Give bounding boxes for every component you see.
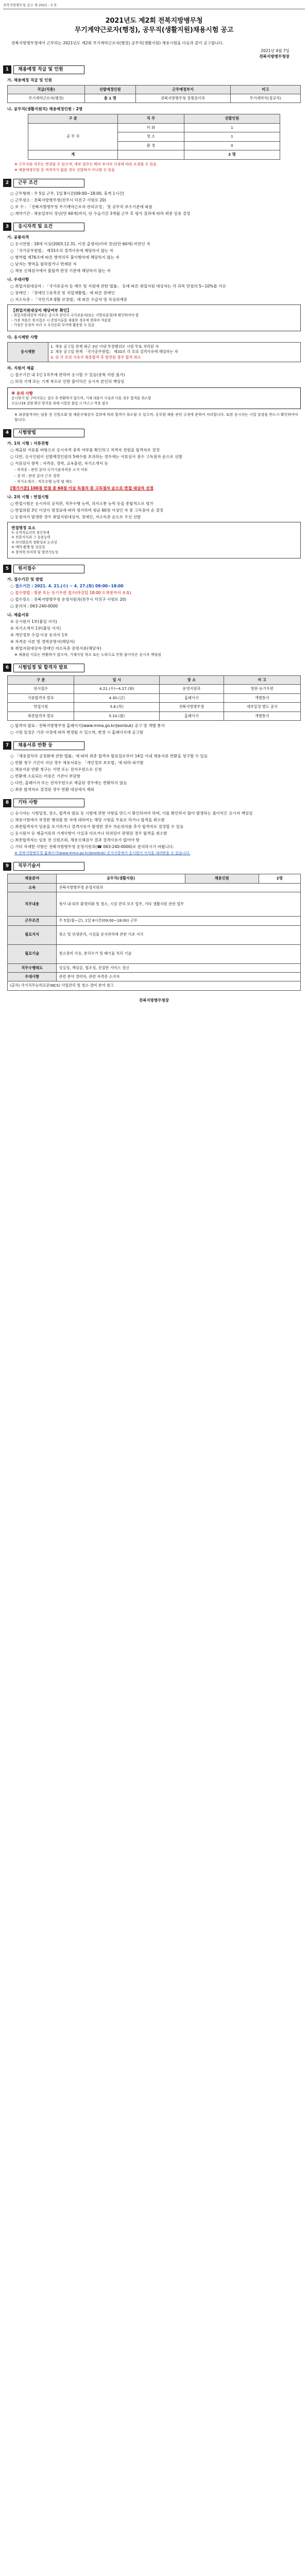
- table-cell: (출처) 국가직무능력표준(NCS) 사업관리 및 청소·경비 분야 참고: [8, 981, 301, 990]
- table-cell: 공 무 직: [28, 123, 118, 150]
- table-cell: 운영지원과: [160, 685, 224, 693]
- s8-line: ○ 최종합격자가 임용을 포기하거나 결격사유가 발생한 경우 차순위자를 추가 합격자로 결정할 수 있음: [10, 824, 184, 829]
- box-line: ⑤ 창의력·의지력 및 발전가능성: [11, 550, 58, 554]
- table-header: 우대사항: [8, 972, 57, 981]
- box-line: - 가점 적용은 원서접수 시 증빙서류를 제출한 경우에 한하여 적용함: [11, 318, 111, 323]
- s4-sub-heading-2: 나. 2차 시험 : 면접시험: [7, 494, 49, 499]
- s5-doc: ④ 자격증 사본 및 경력증명서(해당자): [10, 639, 75, 644]
- table-cell: 원서접수: [8, 685, 74, 693]
- section-9-heading: [3, 862, 305, 871]
- s5-line: ○ 접수장소 : 전북지방병무청 운영지원과(전주시 덕진구 사평로 20): [10, 597, 127, 602]
- section-number: 5: [3, 565, 11, 573]
- table-cell: 계: [28, 150, 118, 159]
- s3-line: ○ 남자는 병역을 필하였거나 면제된 자: [10, 262, 77, 266]
- table-cell: 전북지방병무청 운영지원과: [57, 883, 301, 892]
- section-number: 7: [3, 741, 11, 750]
- table-row: [8, 925, 301, 944]
- notice-title: [3, 16, 305, 35]
- s4-line: ○ 서류심사 항목 : 자격증, 경력, 교육훈련, 자기소개서 등: [10, 461, 108, 466]
- s2-line: ○ 근무장소 : 전북지방병무청(전주시 덕진구 사평로 20): [10, 197, 106, 202]
- s7-line: ○ 최종 합격자로 결정된 경우 반환 대상에서 제외: [10, 787, 94, 792]
- table-row: [8, 963, 301, 972]
- homepage-link[interactable]: ※ 전북지방병무청 홈페이지(www.mma.go.kr/jeonbuk) 공지사항에서 응시원서 서식을 내려받을 수 있습니다.: [14, 851, 191, 856]
- table-row: [8, 883, 301, 892]
- table-cell: 0: [184, 141, 280, 150]
- title-line-1: 2021년도 제2회 전북지방병무청: [105, 17, 203, 25]
- section-number: 8: [3, 799, 11, 807]
- table-header: 비 고: [224, 675, 300, 684]
- interview-criteria-box: [7, 522, 301, 558]
- table-header: 구 분: [8, 675, 74, 684]
- table-cell: 관련 분야 경력자, 관련 자격증 소지자: [57, 972, 301, 981]
- box-line: 응시원서 및 구비서류는 접수 후 반환하지 않으며, 기재 내용이 사실과 다를 경우 합격을 취소함: [11, 396, 151, 400]
- table-cell: 무기계약직(정규직): [230, 94, 300, 103]
- job-description-table: [7, 874, 301, 991]
- section-number: 1: [3, 65, 11, 74]
- footer-agency: 전북지방병무청장: [139, 997, 169, 1003]
- table-row: [8, 981, 301, 990]
- s8-line: ○ 응시자는 시험일정, 장소, 합격자 발표 등 시험에 관한 사항을 반드시 확인하여야 하며, 이를 확인하지 않아 발생하는 불이익은 응시자 책임임: [10, 811, 253, 816]
- s3-line: ○ 「국가공무원법」 제33조의 결격사유에 해당하지 않는 자: [10, 248, 114, 253]
- s4-line: ○ 다만, 응시인원이 선발예정인원의 5배수를 초과하는 경우에는 서류심사 점수 고득점자 순으로 선발: [10, 454, 182, 460]
- s6-note: ○ 시험 일정은 기관 사정에 따라 변경될 수 있으며, 변경 시 홈페이지에 공고함: [10, 730, 144, 735]
- table-cell: 청소 및 위생관리, 시설물 유지관리에 관한 기초 지식: [57, 925, 301, 944]
- s4-line: - 경 력 : 관련 분야 근무 경력: [14, 473, 60, 478]
- s3-sub-heading-2: 나. 우대사항: [7, 277, 29, 282]
- s2-line: ○ 계약기간 : 채용일부터 정년(만 60세)까지, 단 수습기간 3개월 근무 후 평가 결과에 따라 최종 임용 결정: [10, 211, 191, 216]
- s8-line: ○ 기타 자세한 사항은 전북지방병무청 운영지원과(☎ 063-240-0000)로 문의하시기 바랍니다.: [10, 844, 174, 850]
- table-row: [8, 693, 301, 702]
- schedule-table-wrap: [7, 675, 301, 721]
- table-header: 응시제한: [8, 342, 48, 362]
- s5-sub-heading-2: 나. 제출서류: [7, 612, 29, 617]
- s5-doc: ③ 개인정보 수집·이용 동의서 1부: [10, 632, 68, 637]
- table-row: [8, 342, 301, 362]
- table-cell: 개별통지: [224, 693, 300, 702]
- table-cell: 환 경: [118, 141, 184, 150]
- section-number: 6: [3, 664, 11, 672]
- table-cell: 성실성, 책임감, 협조성, 친절한 서비스 정신: [57, 963, 301, 972]
- s3-pref: ○ 저소득층 : 「국민기초생활 보장법」에 따른 수급자 및 차상위계층: [10, 297, 128, 302]
- table-header: 근무예정부서: [135, 85, 230, 94]
- box-line: ① 공직자로서의 정신자세: [11, 530, 49, 535]
- section-title: 기타 사항: [13, 799, 84, 807]
- table-header: 채용분야: [8, 874, 57, 883]
- table-cell: 청소장비 사용, 분리수거 및 폐기물 처리 기술: [57, 944, 301, 963]
- table-header: 선발인원: [184, 114, 280, 123]
- notice-date-block: [3, 48, 305, 59]
- intro-paragraph: 전북지방병무청에서 근무하는 2021년도 제2회 무기계약근로자(행정) 공무직(생활지원) 채용시험을 다음과 같이 공고합니다.: [11, 40, 224, 45]
- section-number: 9: [3, 862, 11, 871]
- table-header: 채용인원: [185, 874, 259, 883]
- table-cell: 청 소: [118, 132, 184, 141]
- table-cell: 청사 내·외부 환경미화 및 청소, 시설 관리 보조 업무, 기타 생활지원 관련 업무: [57, 892, 301, 917]
- recruit-table: [7, 85, 301, 104]
- table-cell: 홈페이지: [160, 693, 224, 702]
- table-cell: 4.30.(금): [74, 693, 160, 702]
- table-row: [8, 685, 301, 693]
- s5-doc: ② 자기소개서 1부(붙임 서식): [10, 625, 61, 631]
- table-cell: 무기계약근로자(행정): [8, 94, 85, 103]
- table-cell: 최종합격자 발표: [8, 711, 74, 720]
- section-number: 2: [3, 179, 11, 187]
- table-cell: 방문·등기우편: [224, 685, 300, 693]
- section-title: 직무기술서: [13, 862, 84, 871]
- table-header: 필요기술: [8, 944, 57, 963]
- s6-note: ○ 합격자 발표 : 전북지방병무청 홈페이지(www.mma.go.kr/jeonbuk) 공고 및 개별 통지: [10, 723, 165, 728]
- s4-line: - 자격증 : 관련 분야 국가기술자격증 소지 여부: [14, 468, 88, 472]
- s5-line: ○ 접수기간 : 2021. 4. 21.(수) ~ 4. 27.(화) 09:00~18:00: [10, 583, 124, 588]
- table-cell: 1: [184, 123, 280, 132]
- table-header: 선발예정인원: [84, 85, 135, 94]
- document-header: [3, 3, 305, 9]
- table-header: 직급(직종): [8, 85, 85, 94]
- restriction-table-wrap: [7, 342, 301, 362]
- restriction-table: [7, 342, 301, 362]
- table-cell: 2명: [259, 874, 300, 883]
- box-line: - 가점은 동점자 처리 시 우선순위 부여에 활용할 수 있음: [11, 323, 95, 328]
- section-2-heading: [3, 179, 305, 188]
- box-title: ※ 유의 사항: [11, 391, 33, 396]
- table-cell: 전북지방병무청: [160, 703, 224, 711]
- section-title: 시험일정 및 합격자 발표: [13, 664, 84, 672]
- caution-box: [7, 387, 301, 409]
- table-cell: 4.21.(수)~4.27.(화): [74, 685, 160, 693]
- s5-line: ○ 문의처 : 063-240-0000: [10, 603, 58, 608]
- restriction-line: 1. 채용 공고일 현재 최근 3년 이내 부정행위로 시험 무효 처리된 자: [50, 344, 159, 349]
- s8-line: ○ 최종합격자는 임용 전 신원조회, 채용신체검사 결과 결격사유가 없어야 함: [10, 838, 140, 843]
- s3-line: ○ 채용 신체검사에서 불합격 판정 기준에 해당하지 않는 자: [10, 268, 111, 273]
- title-line-2: 무기계약근로자(행정), 공무직(생활지원)채용시험 공고: [74, 26, 234, 34]
- table-header: 비고: [230, 85, 300, 94]
- schedule-table: [7, 675, 301, 721]
- job-description-wrap: [7, 874, 301, 991]
- restriction-line: 3. 위 각 호의 사유가 최종합격 후 발견된 경우 합격 취소: [50, 354, 141, 360]
- s4-line: ○ 면접시험은 응시자의 공직관, 직무수행 능력, 의사소통 능력 등을 종합적으로 평가: [10, 501, 153, 506]
- s7-line: ○ 다만, 홈페이지 또는 전자우편으로 제출된 경우에는 반환하지 않음: [10, 781, 127, 785]
- s1-note: ※ 채용예정인원 중 적격자가 없을 경우 선발하지 아니할 수 있음: [14, 167, 115, 172]
- table-cell: 면접시험: [8, 703, 74, 711]
- s2-line: ○ 근무형태 : 주 5일 근무, 1일 8시간(09:00~18:00, 휴게 1시간): [10, 191, 125, 196]
- box-line: 코로나19 감염 확산 방지를 위해 시험장 출입 시 마스크 착용 필수: [11, 401, 109, 405]
- table-cell: 미 화: [118, 123, 184, 132]
- s8-line: ○ 채용시험에서 부정한 행위를 한 자에 대하여는 해당 시험을 무효로 하거나 합격을 취소함: [10, 818, 165, 823]
- s8-line: ○ 응시원서 등 제출서류의 기재사항이 사실과 다르거나 허위임이 판명된 경우 합격을 취소함: [10, 831, 167, 836]
- table-row: [8, 711, 301, 720]
- section-title: 응시자격 및 요건: [13, 223, 84, 231]
- table-cell: 5.6.(목): [74, 703, 160, 711]
- s2-line: ○ 보 수 : 「전북지방병무청 무기계약근로자 관리규정」 및 공무직 보수기준에 따름: [10, 204, 152, 209]
- section-title: 시험방법: [13, 429, 84, 437]
- s4-highlight: [평가기준] 100점 만점 중 60점 이상 득점자 중 고득점자 순으로 면접 대상자 선정: [10, 485, 153, 490]
- s3-pref: ○ 취업지원대상자 : 「국가유공자 등 예우 및 지원에 관한 법률」 등에 따른 취업지원 대상자는 각 과목 만점의 5~10%를 가산: [10, 284, 226, 289]
- section-title: 원서접수: [13, 565, 84, 573]
- section-number: 3: [3, 223, 11, 231]
- s7-line: ○ 반환에 소요되는 비용은 기관이 부담함: [10, 774, 81, 778]
- section-title: 채용예정 직급 및 인원: [13, 65, 84, 74]
- s3-apply: ○ 허위 기재 또는 기재 착오로 인한 불이익은 응시자 본인의 책임임: [10, 379, 125, 384]
- table-cell: 개별통지: [224, 711, 300, 720]
- notice-number: 전북지방병무청 공고 제 2021 - 3 호: [3, 3, 57, 7]
- s5-line: ○ 접수방법 : 방문 또는 등기우편 접수(마감일 18:00 도착분까지 유효): [10, 590, 131, 595]
- s5-doc: ⑤ 취업지원대상자·장애인·저소득층 증빙서류(해당자): [10, 646, 101, 651]
- notice-agency: 전북지방병무청장: [259, 54, 289, 59]
- section-5-heading: [3, 565, 305, 573]
- table-header: 소속: [8, 883, 57, 892]
- section-8-heading: [3, 799, 305, 807]
- s3-line: ○ 병역법 제76조에 따른 병역의무 불이행자에 해당하지 않는 자: [10, 255, 119, 260]
- table-cell: [118, 150, 184, 159]
- s3-sub-heading-1: 가. 공통자격: [7, 235, 29, 240]
- table-row: [8, 917, 301, 925]
- table-cell: 1: [184, 132, 280, 141]
- table-header: 장 소: [160, 675, 224, 684]
- notice-date: 2021년 4월 7일: [261, 48, 289, 53]
- s3-line: ○ 응시연령 : 18세 이상(2003.12.31. 이전 출생자)이며 정년(만 60세) 미만인 자: [10, 242, 150, 246]
- section-1-heading: [3, 65, 305, 74]
- s5-sub-heading-1: 가. 접수기간 및 방법: [7, 577, 43, 582]
- box-line: ② 전문지식과 그 응용능력: [11, 535, 50, 540]
- table-header: 일 시: [74, 675, 160, 684]
- section-title: 채용서류 반환 등: [13, 741, 84, 750]
- s7-line: ○ 「채용절차의 공정화에 관한 법률」에 따라 최종 합격자 발표일로부터 14일 이내 채용서류 반환을 청구할 수 있음: [10, 754, 208, 758]
- table-cell: 세부일정 별도 공지: [224, 703, 300, 711]
- table-header: 직무내용: [8, 892, 57, 917]
- box-title: 【취업지원대상자 해당여부 확인】: [11, 308, 71, 313]
- table-row: [8, 944, 301, 963]
- table-row: [8, 892, 301, 917]
- table-header: 직무수행태도: [8, 963, 57, 972]
- table-row: [28, 150, 280, 159]
- table-row: [8, 703, 301, 711]
- box-line: ④ 예의·품행 및 성실성: [11, 545, 45, 550]
- s4-sub-heading-1: 가. 1차 시험 : 서류전형: [7, 441, 49, 446]
- table-header: 구 분: [28, 114, 118, 123]
- table-cell: 전북지방병무청 징병검사과: [135, 94, 230, 103]
- s3-warning: ※ 최종합격자는 임용 전 신원조회 및 채용신체검사 결과에 따라 합격이 취소될 수 있으며, 공무원 채용 관련 규정에 준하여 처리합니다. 또한 응시자는 시험 일정을 반드시 확인하여야 합니다.: [14, 413, 298, 422]
- section-number: 4: [3, 429, 11, 437]
- restriction-line: 2. 채용 공고일 현재 「국가공무원법」 제33조 각 호의 결격사유에 해당하는 자: [50, 349, 178, 354]
- s4-line: - 자기소개서 : 직무수행 능력 및 태도: [14, 479, 73, 484]
- table-row: [8, 94, 301, 103]
- s1-sub-heading-1: 가. 채용예정 직급 및 인원: [7, 77, 52, 82]
- table-cell: [48, 342, 301, 362]
- section-3-heading: [3, 223, 305, 231]
- table-cell: 주 5일(월~금), 1일 8시간(09:00~18:00) 근무: [57, 917, 301, 925]
- s3-apply: ○ 접수기간 내 1인 1직무에 한하여 응시할 수 있음(중복 지원 불가): [10, 372, 125, 377]
- box-title: 면접평정 요소: [11, 525, 36, 530]
- section-4-heading: [3, 429, 305, 437]
- s7-line: ○ 반환 청구 기간이 지난 경우 채용서류는 「개인정보 보호법」에 따라 파기함: [10, 760, 144, 765]
- box-line: - 취업지원대상자 여부는 응시자 본인이 국가보훈처(또는 지방보훈청)에 확인하여야 함: [11, 313, 139, 317]
- table-row: [8, 972, 301, 981]
- table-cell: 홈페이지: [160, 711, 224, 720]
- table-header: 근무조건: [8, 917, 57, 925]
- s1-note: ※ 근무지와 직무는 변경될 수 있으며, 세부 업무는 배치 부서의 사정에 따라 조정될 수 있음: [14, 162, 157, 166]
- table-cell: 5.10.(월): [74, 711, 160, 720]
- staff-table: [28, 114, 280, 159]
- s7-line: ○ 채용서류 반환 청구는 서면 또는 전자우편으로 신청: [10, 767, 102, 772]
- s4-line: ○ 면접위원 3인 이상이 평정표에 따라 평가하며 평균 60점 이상인 자 중 고득점자 순 결정: [10, 507, 163, 513]
- s5-doc: ① 응시원서 1부(붙임 서식): [10, 619, 57, 624]
- box-line: ③ 의사발표의 정확성과 논리성: [11, 540, 57, 545]
- table-cell: 서류합격자 발표: [8, 693, 74, 702]
- table-header: 필요지식: [8, 925, 57, 944]
- table-cell: 2 명: [184, 150, 280, 159]
- table-header: 직 무: [118, 114, 184, 123]
- veteran-check-box: [7, 304, 301, 331]
- section-7-heading: [3, 741, 305, 750]
- section-6-heading: [3, 664, 305, 672]
- s3-sub-heading-4: 라. 지원서 제출: [7, 365, 35, 370]
- s5-note: ※ 제출된 서류는 반환하지 않으며, 기재사항 착오 또는 누락으로 인한 불이익은 응시자 책임임: [14, 652, 161, 657]
- s4-line: ○ 제출된 서류를 바탕으로 응시자격 충족 여부를 확인하고 적격자 전원을 합격자로 결정: [10, 448, 160, 453]
- recruit-table-wrap: [7, 85, 301, 104]
- s3-pref: ○ 장애인 : 「장애인고용촉진 및 직업재활법」에 따른 장애인: [10, 291, 115, 295]
- section-title: 근무 조건: [13, 179, 84, 188]
- notice-page: [3, 0, 305, 1014]
- s1-sub-heading-2: 나. 공무직(생활지원직) 채용예정인원 : 2명: [7, 107, 83, 112]
- table-cell: 공무직(생활지원): [57, 874, 185, 883]
- table-row: [28, 123, 280, 132]
- s4-line: ○ 동점자가 발생한 경우 취업지원대상자, 장애인, 저소득층 순으로 우선 선발: [10, 514, 141, 519]
- s3-sub-heading-3: 다. 응시제한 사항: [7, 334, 38, 340]
- staff-table-wrap: [7, 114, 301, 159]
- table-cell: 총 1 명: [84, 94, 135, 103]
